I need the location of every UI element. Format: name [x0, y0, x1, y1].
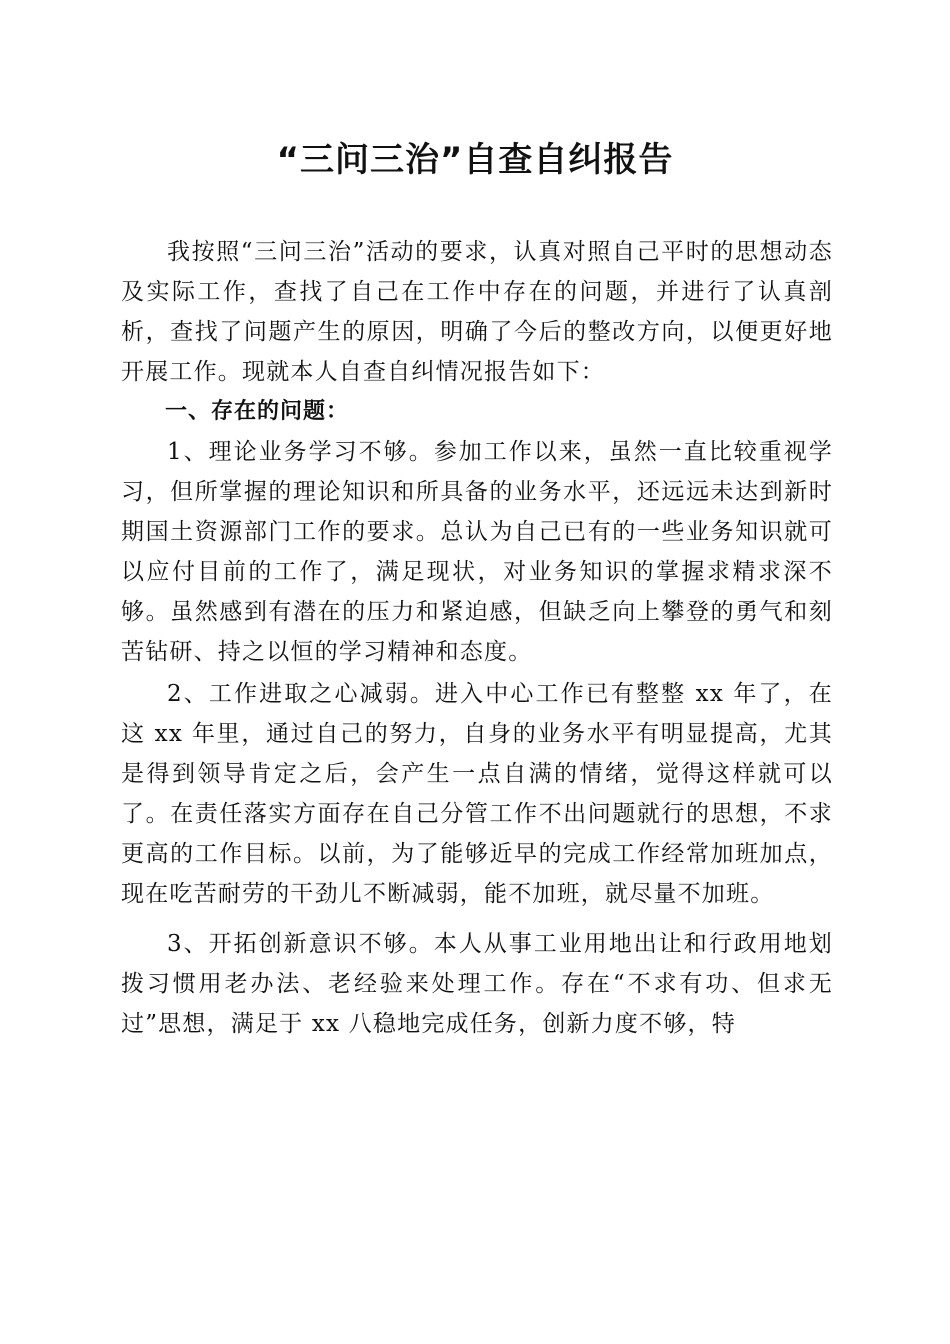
item-paragraph-2: 2、工作进取之心减弱。进入中心工作已有整整 xx 年了，在这 xx 年里，通过自己的努力，自身的业务水平有明显提高，尤其是得到领导肯定之后，会产生一点自满的情绪，觉得这样就可以了。在责任落实方面存在自己分管工作不出问题就行的思想，不求更高的工作目标。以前，为了能够近早的完成工作经常加班加点，现在吃苦耐劳的干劲儿不断减弱，能不加班，就尽量不加班。	[121, 681, 833, 907]
intro-paragraph: 我按照“三问三治”活动的要求，认真对照自己平时的思想动态及实际工作，查找了自己在工作中存在的问题，并进行了认真剖析，查找了问题产生的原因，明确了今后的整改方向，以便更好地开展工作。现就本人自查自纠情况报告如下：	[121, 239, 833, 385]
item-paragraph-3: 3、开拓创新意识不够。本人从事工业用地出让和行政用地划拨习惯用老办法、老经验来处理工作。存在“不求有功、但求无过”思想，满足于 xx 八稳地完成任务，创新力度不够，特	[121, 931, 833, 1037]
document-body	[121, 232, 833, 1044]
document-title: “三问三治”自查自纠报告	[276, 140, 674, 180]
item-paragraph-1: 1、理论业务学习不够。参加工作以来，虽然一直比较重视学习，但所掌握的理论知识和所具备的业务水平，还远远未达到新时期国土资源部门工作的要求。总认为自己已有的一些业务知识就可以应付目前的工作了，满足现状，对业务知识的掌握求精求深不够。虽然感到有潜在的压力和紧迫感，但缺乏向上攀登的勇气和刻苦钻研、持之以恒的学习精神和态度。	[121, 439, 833, 665]
section-heading: 一、存在的问题：	[165, 399, 350, 424]
